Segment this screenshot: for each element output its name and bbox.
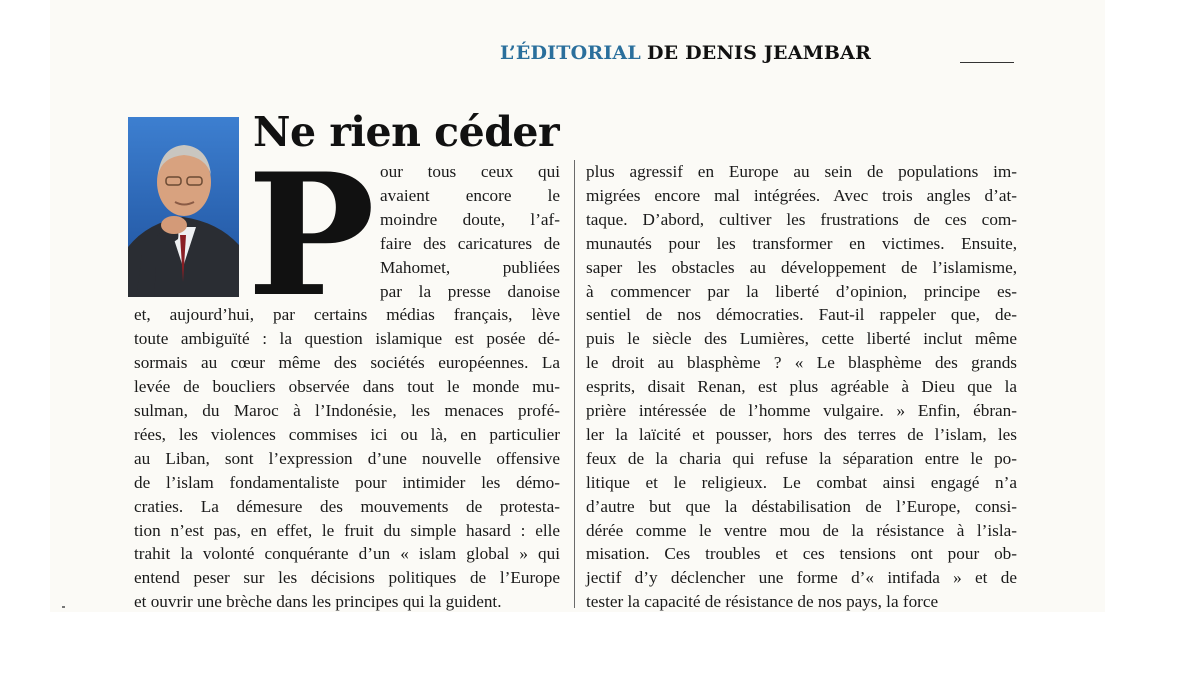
article-line: toute ambiguïté : la question islamique est posée dé- [134,329,560,349]
article-line: par la presse danoise [380,281,560,301]
author-photo [128,117,239,297]
article-line: moindre doute, l’af- [380,209,560,229]
article-line: d’autre but que la déstabilisation de l’Europe, consi- [586,496,1017,516]
article-line: sulman, du Maroc à l’Indonésie, les menaces profé- [134,401,560,420]
article-line: feux de la charia qui refuse la séparation entre le po- [586,448,1017,468]
article-line: ler la laïcité et pousser, hors des terres de l’islam, les [586,424,1017,444]
article-line: au Liban, sont l’expression d’une nouvelle offensive [134,448,560,468]
article-line: et ouvrir une brèche dans les principes qui la guident. [134,592,502,612]
article-line: esprits, disait Renan, est plus agréable à Dieu que la [586,377,1017,397]
article-line: saper les obstacles au développement de l’islamisme, [586,257,1017,277]
drop-cap [247,168,377,296]
article-line: faire des caricatures de [380,233,560,253]
article-line: migrées encore mal intégrées. Avec trois angles d’at- [586,185,1017,205]
article-line: à commencer par la liberté d’opinion, principe es- [586,281,1017,301]
article-line: entend peser sur les décisions politiques de l’Europe [134,568,560,588]
article-line: plus agressif en Europe au sein de populations im- [586,162,1017,181]
article-title: Ne rien céder [253,108,560,156]
article-line: munautés pour les transformer en victimes. Ensuite, [586,233,1017,253]
article-line: avaient encore le [380,185,560,205]
article-line: litique et le religieux. Le combat ainsi engagé n’a [586,472,1017,492]
article-line: misation. Ces troubles et ces tensions ont pour ob- [586,544,1017,564]
article-line: sormais au cœur même des sociétés européennes. La [134,353,560,373]
article-line: trahit la volonté conquérante d’un « islam global » qui [134,544,560,564]
article-line: craties. La démesure des mouvements de protesta- [134,496,560,516]
drop-cap-letter: P [247,168,375,296]
article-line: sentiel de nos démocraties. Faut-il rappeler que, de- [586,305,1017,325]
article-line: levée de boucliers observée dans tout le monde mu- [134,377,560,397]
article-line: et, aujourd’hui, par certains médias français, lève [134,305,560,325]
article-line: tion n’est pas, en effet, le fruit du simple hasard : elle [134,520,560,540]
article-line: rées, les violences commises ici ou là, en particulier [134,424,560,444]
article-line: dérée comme le ventre mou de la résistance à l’isla- [586,520,1017,540]
header-rule [960,62,1014,63]
article-line: puis le siècle des Lumières, cette liberté inclut même [586,329,1017,349]
editorial-header [500,42,871,64]
article-line: prière intéressée de l’homme vulgaire. » Enfin, ébran- [586,401,1017,420]
column-divider [574,160,575,608]
article-line: de l’islam fondamentaliste pour intimider les démo- [134,472,560,492]
article-line: our tous ceux qui [380,162,560,181]
article-line: taque. D’abord, cultiver les frustrations de ces com- [586,209,1017,229]
article-line: Mahomet, publiées [380,257,560,277]
article-line: le droit au blasphème ? « Le blasphème des grands [586,353,1017,373]
header-author: DE DENIS JEAMBAR [646,42,872,64]
paper-speck [62,606,65,608]
header-section-label: L’ÉDITORIAL [500,42,641,64]
article-line: tester la capacité de résistance de nos pays, la force [586,592,939,612]
article-line: jectif d’y déclencher une forme d’« intifada » et de [586,568,1017,588]
